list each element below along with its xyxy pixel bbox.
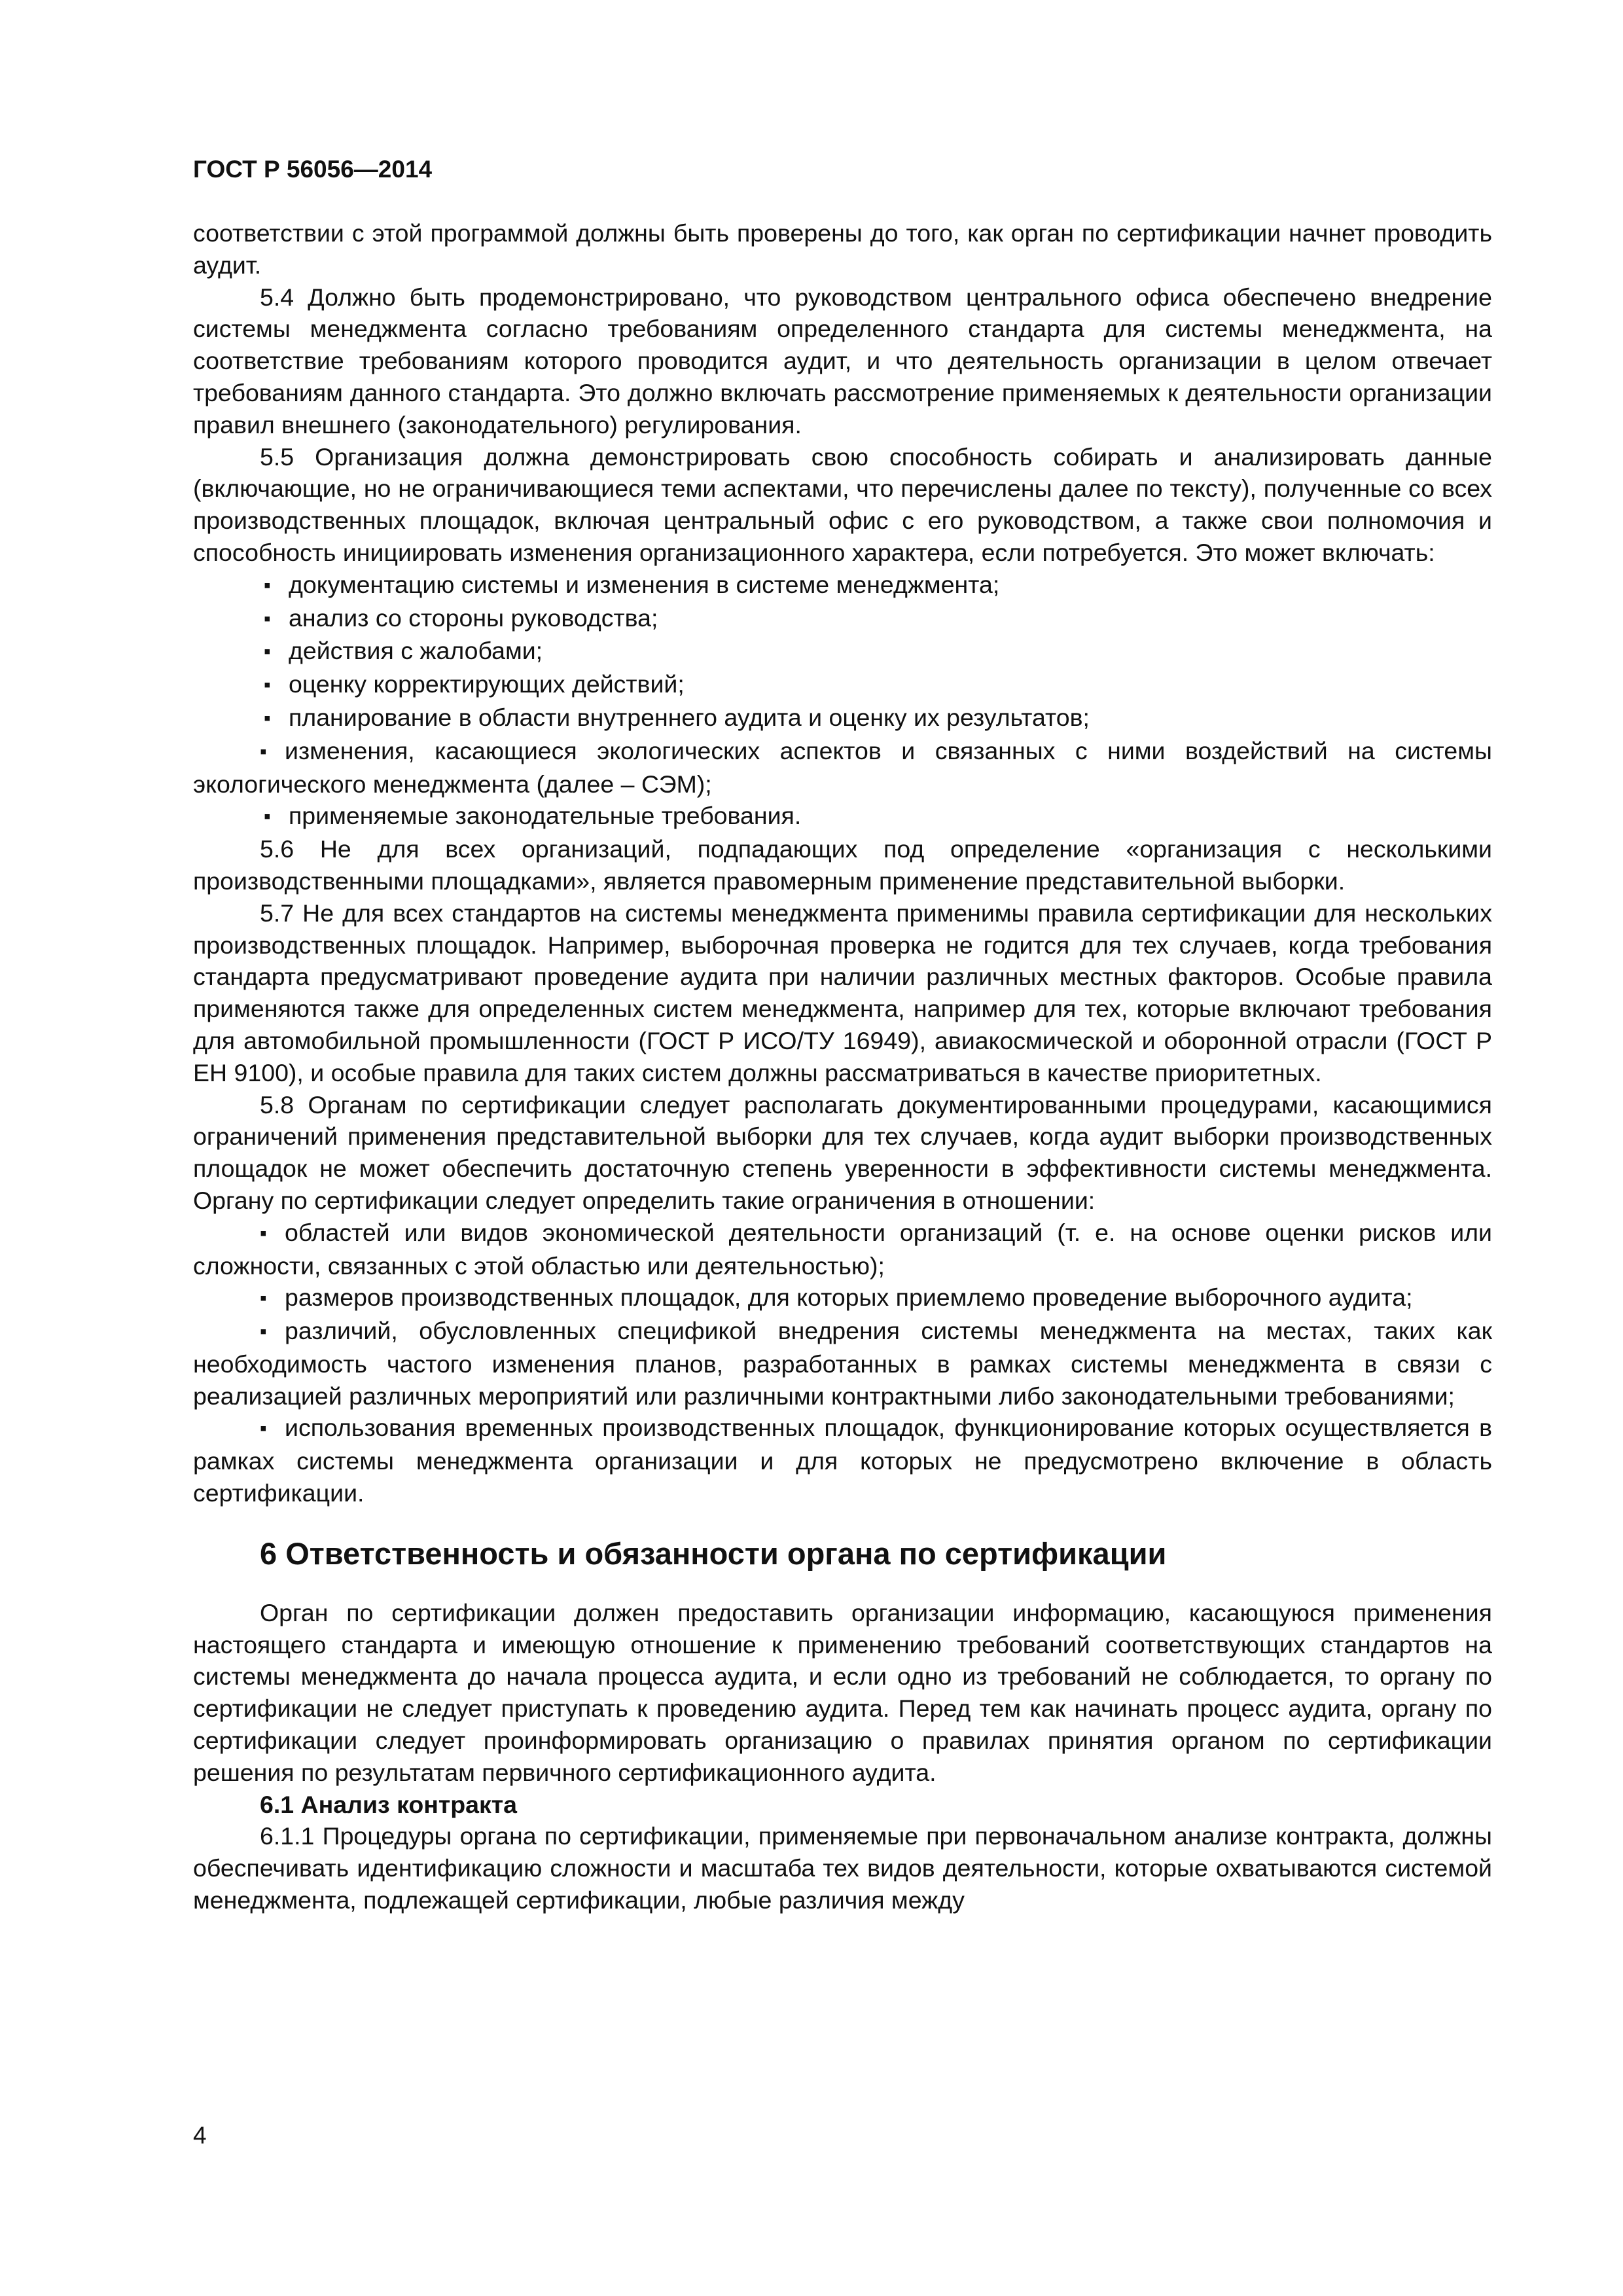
list-item: ▪ использования временных производственных площадок, функционирование которых осуществляется в рамках системы менеджмента организации и для которых не предусмотрено включение в область сертификации.: [193, 1414, 1492, 1507]
bullet-icon: ▪: [264, 674, 271, 696]
subsection-6-1-heading: 6.1 Анализ контракта: [260, 1790, 518, 1818]
list-item: ▪ оценку корректирующих действий;: [264, 668, 1492, 702]
list-item: ▪ действия с жалобами;: [264, 635, 1492, 668]
list-item: ▪ документацию системы и изменения в системе менеджмента;: [264, 569, 1492, 602]
list-item: ▪ планирование в области внутреннего аудита и оценку их результатов;: [264, 702, 1492, 735]
list-item: ▪ применяемые законодательные требования.: [264, 800, 1492, 833]
section-6-heading: 6 Ответственность и обязанности органа по сертификации: [260, 1535, 1167, 1571]
document-header-code: ГОСТ Р 56056—2014: [193, 156, 433, 183]
list-item: ▪ размеров производственных площадок, для которых приемлемо проведение выборочного аудита;: [193, 1282, 1492, 1315]
list-item: ▪ анализ со стороны руководства;: [264, 602, 1492, 636]
bullet-icon: ▪: [264, 574, 271, 596]
bullet-icon: ▪: [264, 607, 271, 630]
paragraph-5-5: 5.5 Организация должна демонстрировать свою способность собирать и анализировать данные (включающие, но не ограничивающиеся теми аспектами, что перечислены далее по тексту), полученные со всех производственных площадок, включая центральный офис с его руководством, а также свои полномочия и способность инициировать изменения организационного характера, если потребуется. Это может включать:: [193, 442, 1492, 566]
bullet-icon: ▪: [260, 1321, 267, 1343]
page-number: 4: [193, 2122, 207, 2149]
bullet-icon: ▪: [264, 707, 271, 729]
document-body: [193, 217, 1492, 1916]
bullet-icon: ▪: [260, 740, 267, 762]
list-item: ▪ областей или видов экономической деятельности организаций (т. е. на основе оценки рисков или сложности, связанных с этой областью или деятельностью);: [193, 1218, 1492, 1280]
bullet-icon: ▪: [260, 1418, 267, 1440]
paragraph-continuation: соответствии с этой программой должны быть проверены до того, как орган по сертификации начнет проводить аудит.: [193, 219, 1492, 279]
paragraph-6-1-1: 6.1.1 Процедуры органа по сертификации, применяемые при первоначальном анализе контракта, должны обеспечивать идентификацию сложности и масштаба тех видов деятельности, которые охватываются системой менеджмента, подлежащей сертификации, любые различия между: [193, 1822, 1492, 1914]
bullet-icon: ▪: [260, 1287, 267, 1310]
bullet-icon: ▪: [260, 1222, 267, 1244]
paragraph-5-7: 5.7 Не для всех стандартов на системы менеджмента применимы правила сертификации для нескольких производственных площадок. Например, выборочная проверка не годится для тех случаев, когда требования стандарта предусматривают проведение аудита при наличии различных местных факторов. Особые правила применяются также для определенных систем менеджмента, например для тех, которые включают требования для автомобильной промышленности (ГОСТ Р ИСО/ТУ 16949), авиакосмической и оборонной отрасли (ГОСТ Р ЕН 9100), и особые правила для таких систем должны рассматриваться в качестве приоритетных.: [193, 899, 1492, 1086]
paragraph-5-6: 5.6 Не для всех организаций, подпадающих под определение «организация с несколькими производственными площадками», является правомерным применение представительной выборки.: [193, 835, 1492, 895]
paragraph-5-8: 5.8 Органам по сертификации следует располагать документированными процедурами, касающимися ограничений применения представительной выборки для тех случаев, когда аудит выборки производственных площадок не может обеспечить достаточную степень уверенности в эффективности системы менеджмента. Органу по сертификации следует определить такие ограничения в отношении:: [193, 1090, 1492, 1214]
bullet-icon: ▪: [264, 806, 271, 828]
list-item: ▪ изменения, касающиеся экологических аспектов и связанных с ними воздействий на системы экологического менеджмента (далее – СЭМ);: [193, 736, 1492, 798]
paragraph-5-4: 5.4 Должно быть продемонстрировано, что руководством центрального офиса обеспечено внедрение системы менеджмента согласно требованиям определенного стандарта для системы менеджмента, на соответствие требованиям которого проводится аудит, и что деятельность организации в целом отвечает требованиям данного стандарта. Это должно включать рассмотрение применяемых к деятельности организации правил внешнего (законодательного) регулирования.: [193, 283, 1492, 439]
list-item: ▪ различий, обусловленных спецификой внедрения системы менеджмента на местах, таких как необходимость частого изменения планов, разработанных в рамках системы менеджмента в связи с реализацией различных мероприятий или различными контрактными либо законодательными требованиями;: [193, 1317, 1492, 1410]
bullet-icon: ▪: [264, 641, 271, 663]
paragraph-6: Орган по сертификации должен предоставить организации информацию, касающуюся применения настоящего стандарта и имеющую отношение к применению требований соответствующих стандартов на системы менеджмента до начала процесса аудита, и если одно из требований не соблюдается, то органу по сертификации не следует приступать к проведению аудита. Перед тем как начинать процесс аудита, органу по сертификации следует проинформировать организацию о правилах принятия органом по сертификации решения по результатам первичного сертификационного аудита.: [193, 1598, 1492, 1786]
